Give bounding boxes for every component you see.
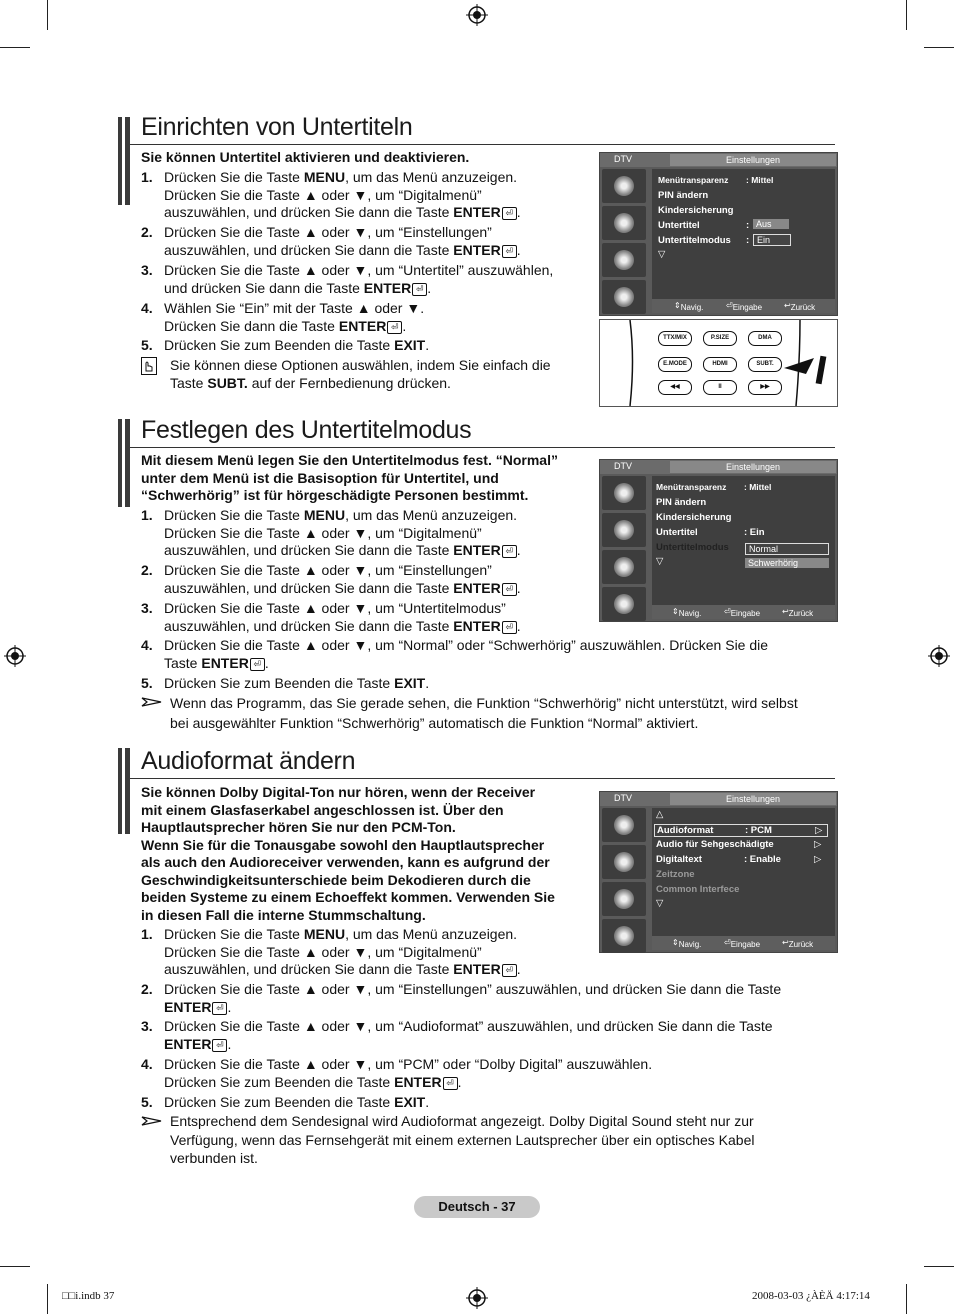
- menu-dtv-label: DTV: [614, 154, 632, 164]
- crop-mark: [47, 1284, 48, 1314]
- step-3: 3. Drücken Sie die Taste ▲ oder ▼, um “Untertitel” auszuwählen, und drücken Sie dann die Taste ENTER ⏎ .: [141, 262, 554, 296]
- section-bar: [118, 419, 130, 507]
- menu-pane: [652, 808, 835, 936]
- crop-mark: [924, 47, 954, 48]
- step-4: 4. Wählen Sie “Ein” mit der Taste ▲ oder ▼. Drücken Sie dann die Taste ENTER ⏎ .: [141, 300, 425, 334]
- menu-item[interactable]: Kindersicherung: [658, 205, 734, 216]
- scroll-down-icon[interactable]: ▽: [658, 249, 666, 260]
- arrow-note-icon: [141, 1115, 163, 1127]
- menu-footer: ⇕ Navig. ⏎ Eingabe ↩ Zurück: [652, 299, 835, 313]
- option-ein[interactable]: Ein: [753, 234, 791, 246]
- menu-item[interactable]: Digitaltext : Enable ▷: [656, 854, 822, 865]
- note: Entsprechend dem Sendesignal wird Audioformat angezeigt. Dolby Digital Sound steht nur zur Verfügung, wenn das Fernsehgerät mit einem externen Lautsprecher über ein optisches Kabel verbunden ist.: [141, 1112, 754, 1168]
- picture-icon[interactable]: [602, 169, 646, 203]
- menu-item[interactable]: PIN ändern: [658, 190, 709, 201]
- step-5: 5. Drücken Sie zum Beenden die Taste EXIT.: [141, 675, 430, 691]
- setup-icon[interactable]: [602, 243, 646, 277]
- step-3: 3. Drücken Sie die Taste ▲ oder ▼, um “Audioformat” auszuwählen, und drücken Sie dann die Taste ENTER ⏎ .: [141, 1018, 773, 1052]
- menu-pane: [652, 476, 835, 605]
- menu-side-icons: [602, 476, 650, 624]
- section-rule: [130, 447, 835, 448]
- menu-dtv-label: DTV: [614, 461, 632, 471]
- menu-item[interactable]: Untertitel :: [658, 220, 750, 231]
- menu-item[interactable]: Menütransparenz : Mittel: [656, 482, 772, 492]
- enter-icon: ⏎: [502, 545, 517, 558]
- menu-side-icons: [602, 169, 650, 317]
- menu-item-audioformat[interactable]: Audioformat : PCM ▷: [654, 824, 828, 837]
- menu-footer: ⇕ Navig. ⏎ Eingabe ↩ Zurück: [652, 605, 835, 619]
- print-footer-left: □□i.indb 37: [62, 1290, 115, 1302]
- enter-icon: ⏎: [387, 321, 402, 334]
- menu-title: Einstellungen: [670, 793, 836, 805]
- input-icon[interactable]: [602, 919, 646, 953]
- section-rule: [130, 778, 835, 779]
- section-title: Audioformat ändern: [141, 747, 356, 775]
- section-bar: [118, 117, 130, 205]
- menu-footer: ⇕ Navig. ⏎ Eingabe ↩ Zurück: [652, 936, 835, 950]
- enter-icon: ⏎: [412, 283, 427, 296]
- dma-button[interactable]: DMA: [748, 331, 782, 346]
- option-schwerhoerig[interactable]: Schwerhörig: [745, 558, 829, 568]
- scroll-up-icon[interactable]: △: [656, 809, 664, 820]
- step-5: 5. Drücken Sie zum Beenden die Taste EXIT.: [141, 1094, 430, 1110]
- menu-title: Einstellungen: [670, 461, 836, 473]
- input-icon[interactable]: [602, 280, 646, 314]
- menu-item[interactable]: Untertitelmodus: [656, 542, 729, 553]
- step-2: 2. Drücken Sie die Taste ▲ oder ▼, um “Einstellungen” auszuwählen, und drücken Sie dann die Taste ENTER ⏎ .: [141, 224, 521, 258]
- tv-menu-untertitelmodus: [599, 459, 838, 622]
- registration-mark-icon: [466, 1287, 488, 1309]
- step-1: 1. Drücken Sie die Taste MENU, um das Menü anzuzeigen. Drücken Sie die Taste ▲ oder ▼, um “Digitalmenü” auszuwählen, und drücken Sie dann die Taste ENTER ⏎ .: [141, 169, 521, 220]
- tv-menu-audioformat: [599, 791, 838, 953]
- step-4: 4. Drücken Sie die Taste ▲ oder ▼, um “Normal” oder “Schwerhörig” auszuwählen. Drücken Sie die Taste ENTER ⏎ .: [141, 637, 769, 671]
- page-number-badge: Deutsch - 37: [414, 1196, 540, 1218]
- step-2: 2. Drücken Sie die Taste ▲ oder ▼, um “Einstellungen” auszuwählen, und drücken Sie dann die Taste ENTER ⏎ .: [141, 981, 782, 1015]
- picture-icon[interactable]: [602, 808, 646, 842]
- enter-icon: ⏎: [502, 621, 517, 634]
- sound-icon[interactable]: [602, 206, 646, 240]
- sound-icon[interactable]: [602, 845, 646, 879]
- e-mode-button[interactable]: E.MODE: [658, 357, 692, 372]
- print-footer-right: 2008-03-03 ¿ÀÈÄ 4:17:14: [752, 1290, 870, 1302]
- step-1: 1. Drücken Sie die Taste MENU, um das Menü anzuzeigen. Drücken Sie die Taste ▲ oder ▼, um “Digitalmenü” auszuwählen, und drücken Sie dann die Taste ENTER ⏎ .: [141, 926, 521, 977]
- enter-icon: ⏎: [502, 245, 517, 258]
- crop-mark: [0, 47, 30, 48]
- remote-control-image: [599, 319, 838, 407]
- step-3: 3. Drücken Sie die Taste ▲ oder ▼, um “Untertitelmodus” auszuwählen, und drücken Sie dann die Taste ENTER ⏎ .: [141, 600, 521, 634]
- p-size-button[interactable]: P.SIZE: [703, 331, 737, 346]
- note: Wenn das Programm, das Sie gerade sehen, die Funktion “Schwerhörig” nicht unterstützt, wird selbst bei ausgewählter Funktion “Schwerhörig” automatisch die Funktion “Normal” aktiviert.: [141, 693, 798, 733]
- crop-mark: [906, 1284, 907, 1314]
- scroll-down-icon[interactable]: ▽: [656, 556, 664, 567]
- menu-item[interactable]: Untertitelmodus :: [658, 235, 750, 246]
- fast-forward-button[interactable]: ▶▶: [748, 380, 782, 395]
- crop-mark: [0, 1266, 30, 1267]
- ttx-mix-button[interactable]: TTX/MIX: [658, 331, 692, 346]
- crop-mark: [924, 1266, 954, 1267]
- menu-item[interactable]: Untertitel : Ein: [656, 527, 765, 538]
- section-bar: [118, 748, 130, 834]
- sound-icon[interactable]: [602, 513, 646, 547]
- tv-menu-untertitel: [599, 152, 838, 316]
- section-intro: Sie können Untertitel aktivieren und deaktivieren.: [141, 149, 470, 165]
- registration-mark-icon: [928, 645, 950, 667]
- crop-mark: [906, 0, 907, 30]
- enter-icon: ⏎: [212, 1002, 227, 1015]
- step-5: 5. Drücken Sie zum Beenden die Taste EXIT.: [141, 337, 430, 353]
- menu-item[interactable]: Audio für Sehgeschädigte ▷: [656, 839, 822, 850]
- menu-dtv-label: DTV: [614, 793, 632, 803]
- section-rule: [130, 144, 835, 145]
- scroll-down-icon[interactable]: ▽: [656, 898, 664, 909]
- pause-button[interactable]: II: [703, 380, 737, 395]
- step-2: 2. Drücken Sie die Taste ▲ oder ▼, um “Einstellungen” auszuwählen, und drücken Sie dann die Taste ENTER ⏎ .: [141, 562, 521, 596]
- enter-icon: ⏎: [250, 658, 265, 671]
- step-1: 1. Drücken Sie die Taste MENU, um das Menü anzuzeigen. Drücken Sie die Taste ▲ oder ▼, um “Digitalmenü” auszuwählen, und drücken Sie dann die Taste ENTER ⏎ .: [141, 507, 521, 558]
- note: Sie können diese Optionen auswählen, indem Sie einfach die Taste SUBT. auf der Fernbedienung drücken.: [141, 356, 551, 392]
- menu-pane: [652, 169, 835, 299]
- enter-icon: ⏎: [502, 207, 517, 220]
- rewind-button[interactable]: ◀◀: [658, 380, 692, 395]
- section-title: Festlegen des Untertitelmodus: [141, 416, 472, 444]
- section-intro: Sie können Dolby Digital-Ton nur hören, wenn der Receiver mit einem Glasfaserkabel angeschlossen ist. Über den Hauptlautsprecher hören Sie nur den PCM-Ton. Wenn Sie für die Tonausgabe sowohl den Hauptlautsprecher als auch den Audioreceiver verwenden, kann es aufgrund der Geschwindigkeitsunterschiede beim Dekodieren durch die beiden Systeme zu einem Echoeffekt kommen. Verwenden Sie in diesen Fall die interne Stummschaltung.: [141, 784, 555, 923]
- picture-icon[interactable]: [602, 476, 646, 510]
- subt-button[interactable]: SUBT.: [748, 357, 782, 372]
- arrow-note-icon: [141, 696, 163, 708]
- setup-icon[interactable]: [602, 882, 646, 916]
- section-intro: Mit diesem Menü legen Sie den Untertitelmodus fest. “Normal” unter dem Menü ist die Basisoption für Untertitel, und “Schwerhörig” ist für hörgeschädigte Personen bestimmt.: [141, 452, 558, 503]
- menu-item[interactable]: Kindersicherung: [656, 512, 732, 523]
- step-4: 4. Drücken Sie die Taste ▲ oder ▼, um “PCM” oder “Dolby Digital” auszuwählen. Drücken Sie zum Beenden die Taste ENTER ⏎ .: [141, 1056, 653, 1090]
- option-aus[interactable]: Aus: [753, 219, 789, 229]
- crop-mark: [47, 0, 48, 30]
- enter-icon: ⏎: [443, 1077, 458, 1090]
- section-title: Einrichten von Untertiteln: [141, 113, 413, 141]
- step-text: Drücken Sie die Taste MENU, um das Menü anzuzeigen. Drücken Sie die Taste ▲ oder ▼, um “Digitalmenü” auszuwählen, und drücken Sie dann die Taste ENTER ⏎ .: [164, 169, 521, 220]
- option-normal[interactable]: Normal: [745, 543, 829, 555]
- hand-note-icon: [141, 357, 157, 375]
- menu-item: Zeitzone: [656, 869, 695, 880]
- hdmi-button[interactable]: HDMI: [703, 357, 737, 372]
- menu-item[interactable]: PIN ändern: [656, 497, 707, 508]
- registration-mark-icon: [466, 4, 488, 26]
- menu-side-icons: [602, 808, 650, 956]
- menu-title: Einstellungen: [670, 154, 836, 166]
- menu-item: Common Interfece: [656, 884, 740, 895]
- enter-icon: ⏎: [502, 964, 517, 977]
- enter-icon: ⏎: [212, 1039, 227, 1052]
- menu-item[interactable]: Menütransparenz : Mittel: [658, 175, 774, 185]
- setup-icon[interactable]: [602, 550, 646, 584]
- registration-mark-icon: [4, 645, 26, 667]
- enter-icon: ⏎: [502, 583, 517, 596]
- input-icon[interactable]: [602, 587, 646, 621]
